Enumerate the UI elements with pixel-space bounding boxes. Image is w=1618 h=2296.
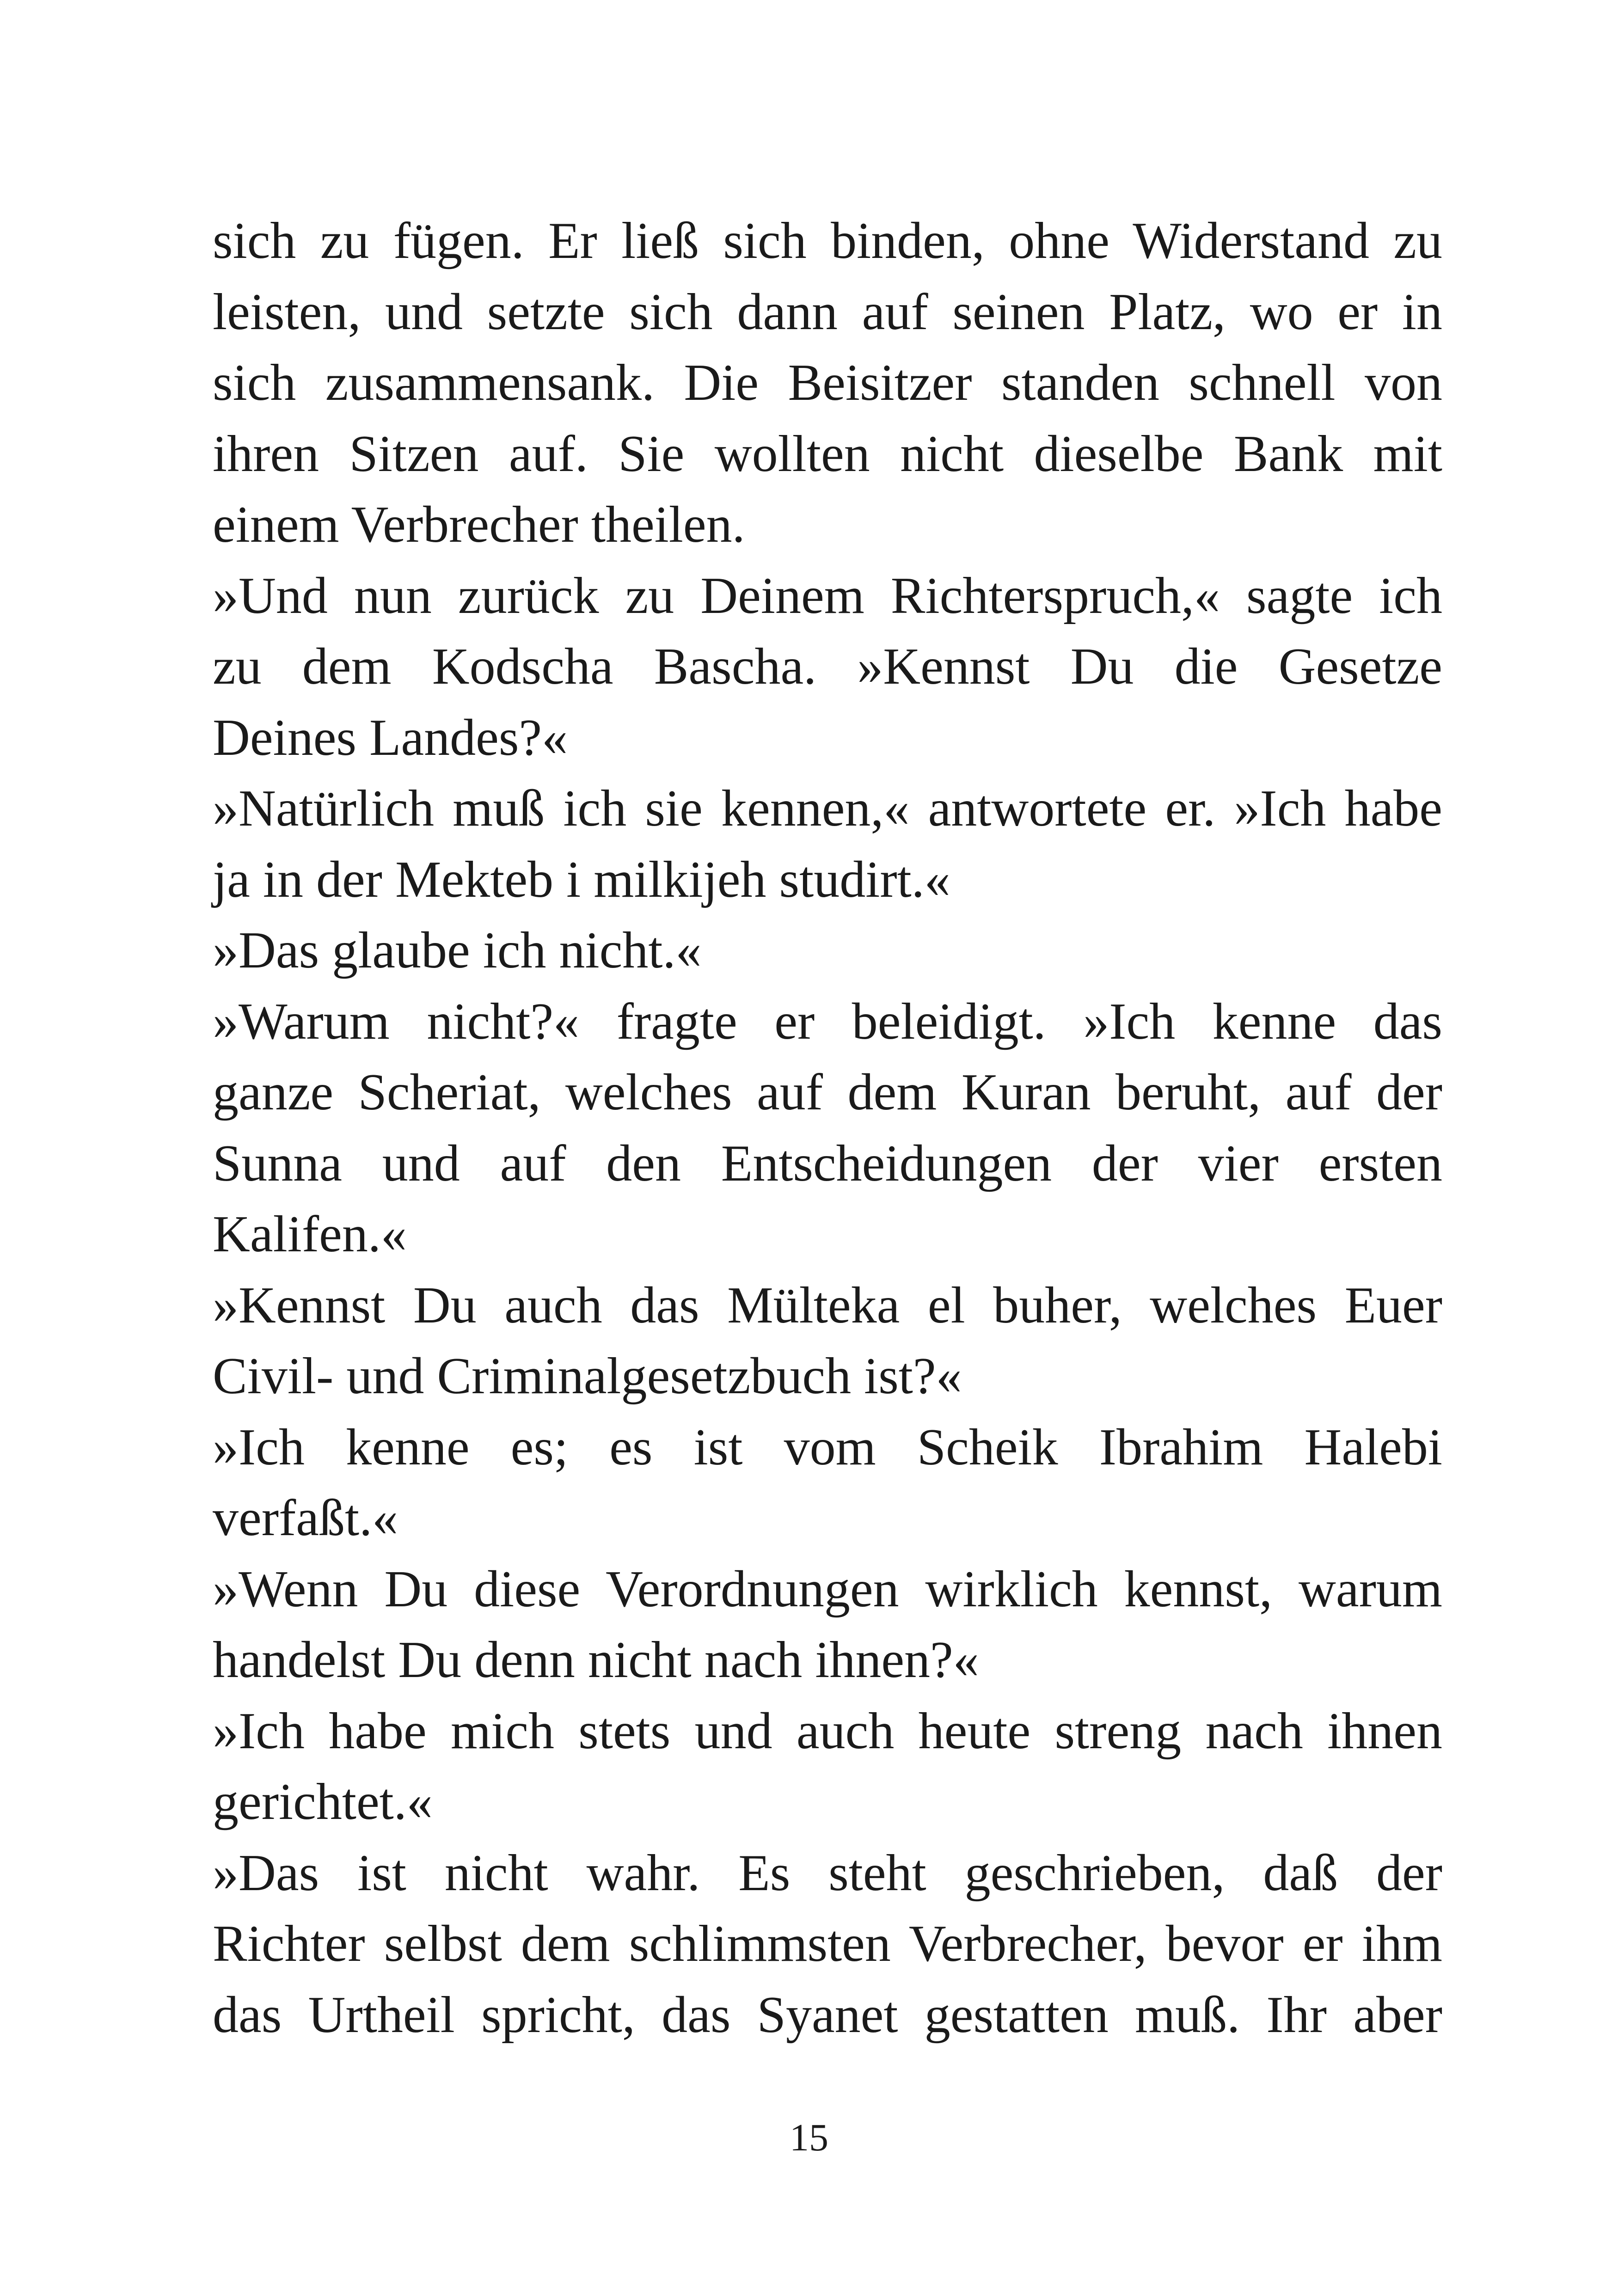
text-line: zu dem Kodscha Bascha. »Kennst Du die Gesetze xyxy=(213,638,1442,695)
text-line: »Ich kenne es; es ist vom Scheik Ibrahim Halebi xyxy=(213,1418,1442,1476)
text-line: ihren Sitzen auf. Sie wollten nicht dieselbe Bank mit xyxy=(213,425,1442,483)
text-line: »Und nun zurück zu Deinem Richterspruch,« sagte ich xyxy=(213,567,1442,625)
text-line: Civil- und Criminalgesetzbuch ist?« xyxy=(213,1347,962,1405)
text-line: Kalifen.« xyxy=(213,1206,407,1263)
text-line: »Warum nicht?« fragte er beleidigt. »Ich kenne das xyxy=(213,992,1442,1050)
text-line: »Ich habe mich stets und auch heute streng nach ihnen xyxy=(213,1702,1442,1760)
text-line: einem Verbrecher theilen. xyxy=(213,496,745,553)
text-line: Deines Landes?« xyxy=(213,709,568,766)
text-line: »Das ist nicht wahr. Es steht geschrieben, daß der xyxy=(213,1844,1442,1902)
text-line: das Urtheil spricht, das Syanet gestatten muß. Ihr aber xyxy=(213,1986,1442,2044)
text-line: ja in der Mekteb i milkijeh studirt.« xyxy=(213,851,950,908)
text-line: sich zusammensank. Die Beisitzer standen schnell von xyxy=(213,354,1442,411)
page-number: 15 xyxy=(790,2116,828,2159)
text-line: sich zu fügen. Er ließ sich binden, ohne Widerstand zu xyxy=(213,212,1442,269)
text-line: »Natürlich muß ich sie kennen,« antwortete er. »Ich habe xyxy=(213,780,1442,837)
text-line: handelst Du denn nicht nach ihnen?« xyxy=(213,1631,979,1689)
text-line: Sunna und auf den Entscheidungen der vier ersten xyxy=(213,1134,1442,1192)
text-line: gerichtet.« xyxy=(213,1773,433,1831)
text-line: »Das glaube ich nicht.« xyxy=(213,922,702,979)
text-line: »Wenn Du diese Verordnungen wirklich kennst, warum xyxy=(213,1560,1442,1618)
body-text xyxy=(213,206,1442,2051)
text-line: verfaßt.« xyxy=(213,1489,398,1547)
text-line: ganze Scheriat, welches auf dem Kuran beruht, auf der xyxy=(213,1064,1442,1121)
text-line: leisten, und setzte sich dann auf seinen Platz, wo er in xyxy=(213,283,1442,341)
text-line: Richter selbst dem schlimmsten Verbrecher, bevor er ihm xyxy=(213,1915,1442,1972)
text-line: »Kennst Du auch das Mülteka el buher, welches Euer xyxy=(213,1276,1442,1334)
